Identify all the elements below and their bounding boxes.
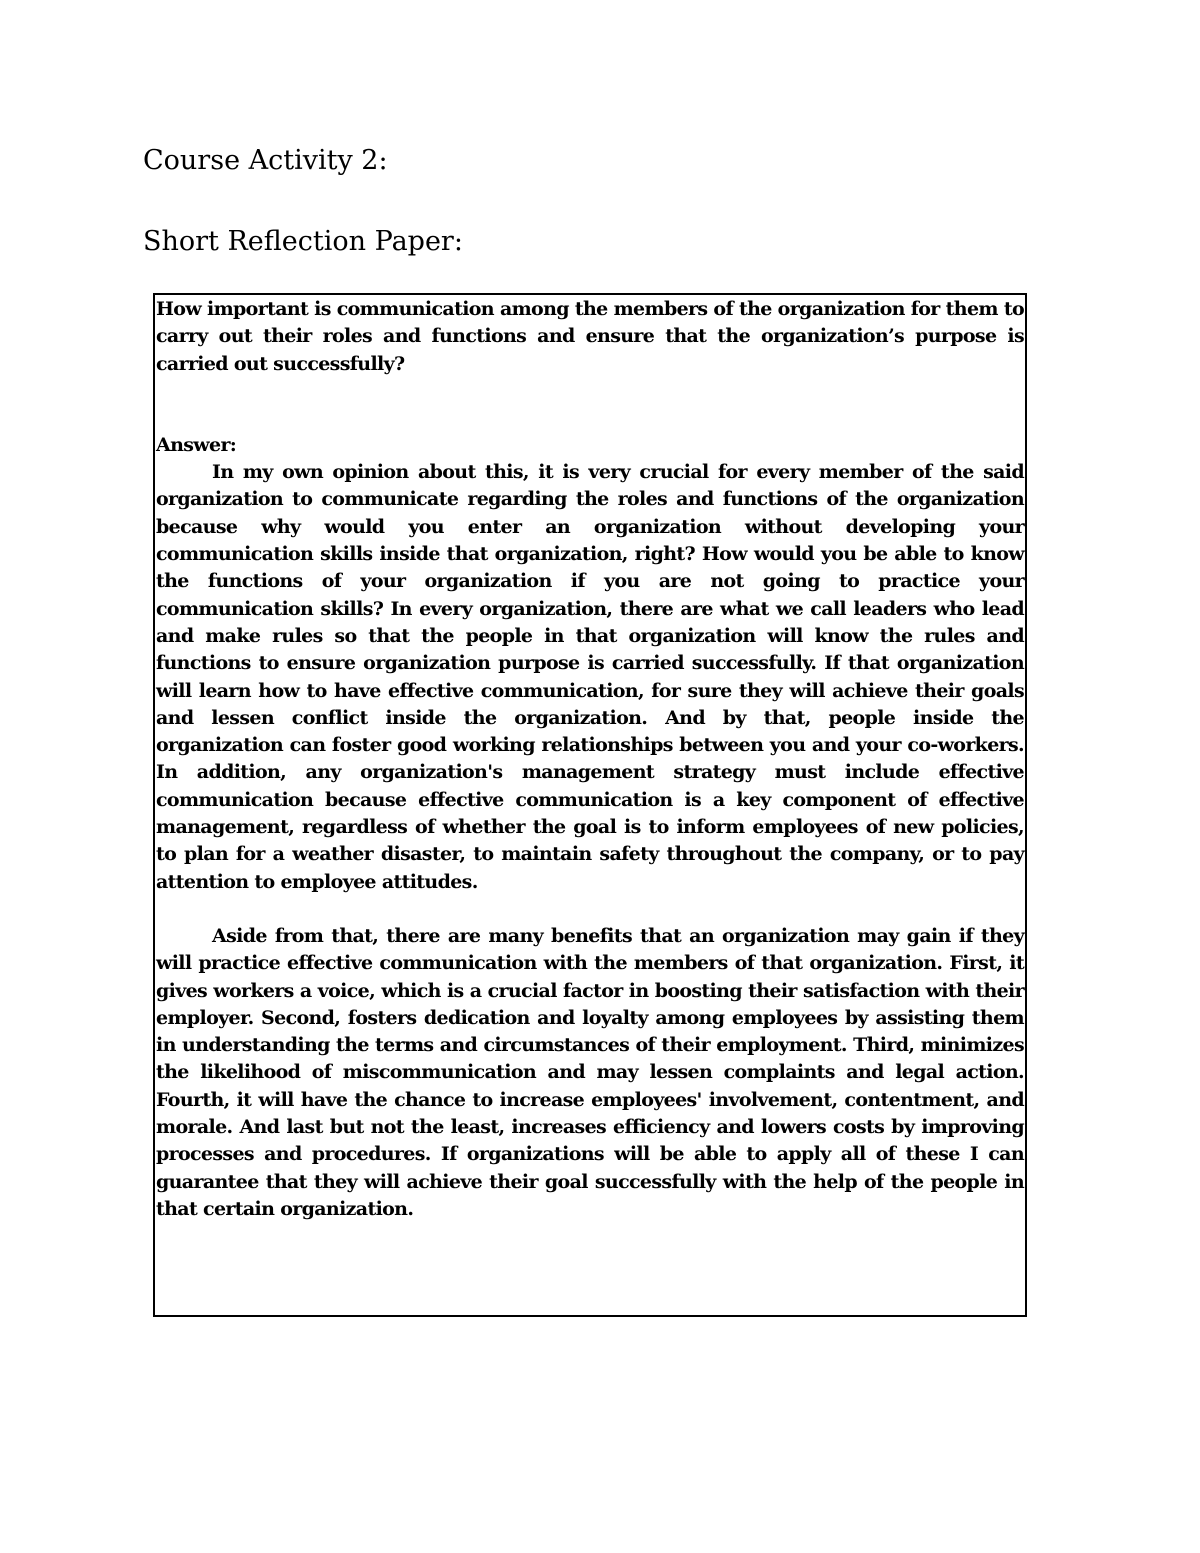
course-activity-heading: Course Activity 2:: [143, 145, 388, 176]
answer-paragraph-2: Aside from that, there are many benefits that an organization may gain if they will practice effective communication with the members of that organization. First, it gives workers a voice, which is a crucial factor in boosting their satisfaction with their employer. Second, fosters dedication and loyalty among employees by assisting them in understanding the terms and circumstances of their employment. Third, minimizes the likelihood of miscommunication and may lessen complaints and legal action. Fourth, it will have the chance to increase employees' involvement, contentment, and morale. And last but not the least, increases efficiency and lowers costs by improving processes and procedures. If organizations will be able to apply all of these I can guarantee that they will achieve their goal successfully with the help of the people in that certain organization.: [156, 924, 1024, 1220]
answer-box: [153, 293, 1027, 1317]
answer-paragraph-1: In my own opinion about this, it is very crucial for every member of the said organization to communicate regarding the roles and functions of the organization because why would you enter an organization without developing your communication skills inside that organization, right? How would you be able to know the functions of your organization if you are not going to practice your communication skills? In every organization, there are what we call leaders who lead and make rules so that the people in that organization will know the rules and functions to ensure organization purpose is carried successfully. If that organization will learn how to have effective communication, for sure they will achieve their goals and lessen conflict inside the organization. And by that, people inside the organization can foster good working relationships between you and your co-workers. In addition, any organization's management strategy must include effective communication because effective communication is a key component of effective management, regardless of whether the goal is to inform employees of new policies, to plan for a weather disaster, to maintain safety throughout the company, or to pay attention to employee attitudes.: [156, 461, 1024, 893]
question-text: How important is communication among the members of the organization for them to carry out their roles and functions and ensure that the organization’s purpose is carried out successfully?: [156, 298, 1024, 375]
reflection-paper-heading: Short Reflection Paper:: [143, 226, 463, 257]
answer-label: Answer:: [156, 433, 237, 456]
